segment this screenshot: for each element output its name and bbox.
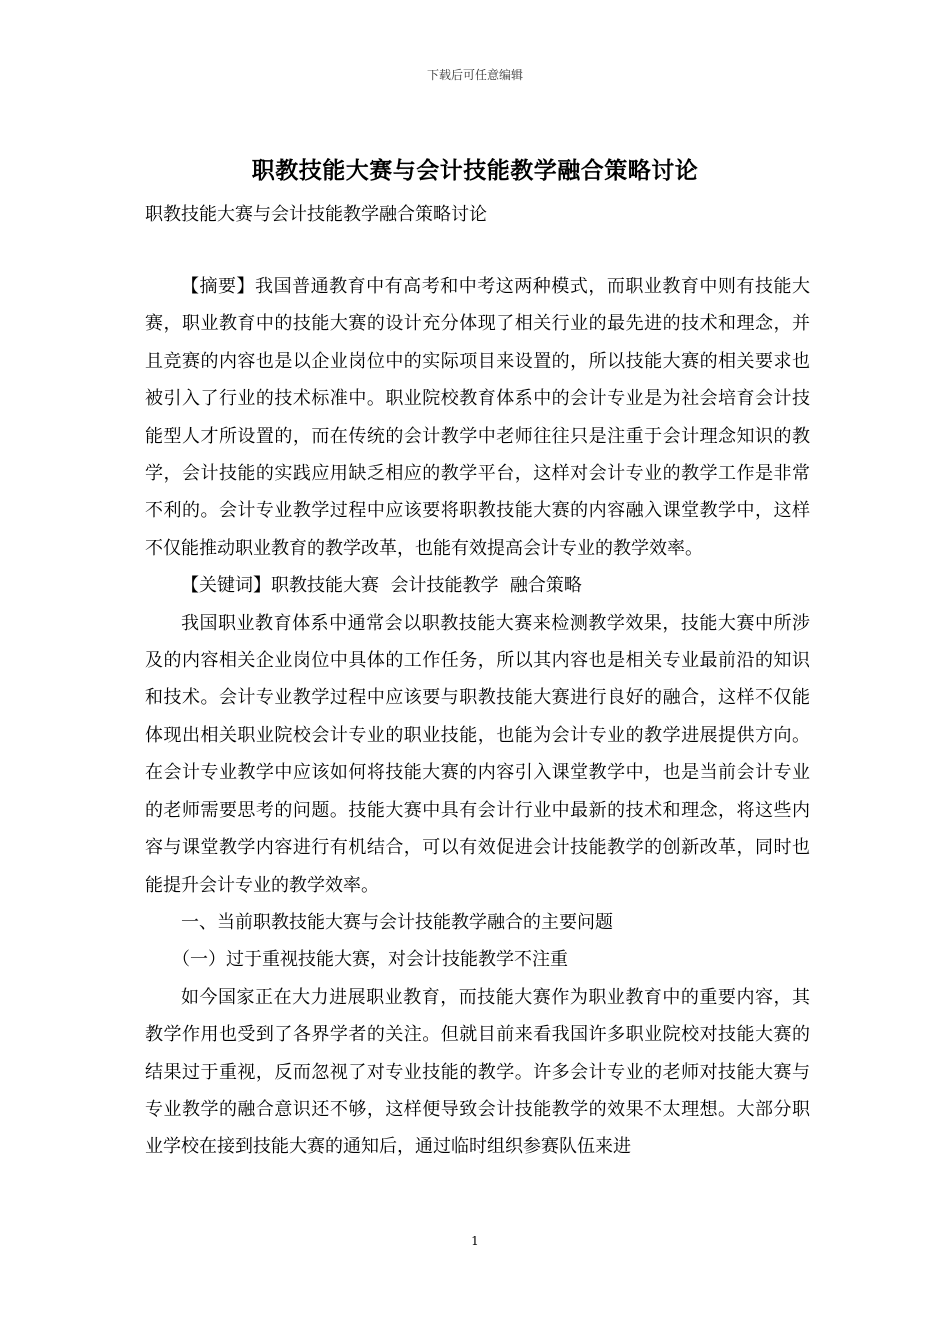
document-body <box>145 268 810 1166</box>
document-title: 职教技能大赛与会计技能教学融合策略讨论 <box>251 157 699 184</box>
body-paragraph: 我国职业教育体系中通常会以职教技能大赛来检测教学效果，技能大赛中所涉及的内容相关企业岗位中具体的工作任务，所以其内容也是相关专业最前沿的知识和技术。会计专业教学过程中应该要与职教技能大赛进行良好的融合，这样不仅能体现出相关职业院校会计专业的职业技能，也能为会计专业的教学进展提供方向。在会计专业教学中应该如何将技能大赛的内容引入课堂教学中，也是当前会计专业的老师需要思考的问题。技能大赛中具有会计行业中最新的技术和理念，将这些内容与课堂教学内容进行有机结合，可以有效促进会计技能教学的创新改革，同时也能提升会计专业的教学效率。 <box>145 612 810 896</box>
document-subtitle: 职教技能大赛与会计技能教学融合策略讨论 <box>145 204 487 225</box>
section-heading: 一、当前职教技能大赛与会计技能教学融合的主要问题 <box>181 911 613 933</box>
page-header: 下载后可任意编辑 <box>426 68 523 82</box>
subsection-heading: （一）过于重视技能大赛，对会计技能教学不注重 <box>172 949 568 971</box>
keywords-paragraph: 【关键词】职教技能大赛 会计技能教学 融合策略 <box>181 575 582 597</box>
body-paragraph: 如今国家正在大力进展职业教育，而技能大赛作为职业教育中的重要内容，其教学作用也受到了各界学者的关注。但就目前来看我国许多职业院校对技能大赛的结果过于重视，反而忽视了对专业技能的教学。许多会计专业的老师对技能大赛与专业教学的融合意识还不够，这样便导致会计技能教学的效果不太理想。大部分职业学校在接到技能大赛的通知后，通过临时组织参赛队伍来进 <box>145 986 810 1158</box>
abstract-paragraph: 【摘要】我国普通教育中有高考和中考这两种模式，而职业教育中则有技能大赛，职业教育中的技能大赛的设计充分体现了相关行业的最先进的技术和理念，并且竞赛的内容也是以企业岗位中的实际项目来设置的，所以技能大赛的相关要求也被引入了行业的技术标准中。职业院校教育体系中的会计专业是为社会培育会计技能型人才所设置的，而在传统的会计教学中老师往往只是注重于会计理念知识的教学，会计技能的实践应用缺乏相应的教学平台，这样对会计专业的教学工作是非常不利的。会计专业教学过程中应该要将职教技能大赛的内容融入课堂教学中，这样不仅能推动职业教育的教学改革，也能有效提高会计专业的教学效率。 <box>145 276 810 559</box>
page-number: 1 <box>471 1234 479 1248</box>
